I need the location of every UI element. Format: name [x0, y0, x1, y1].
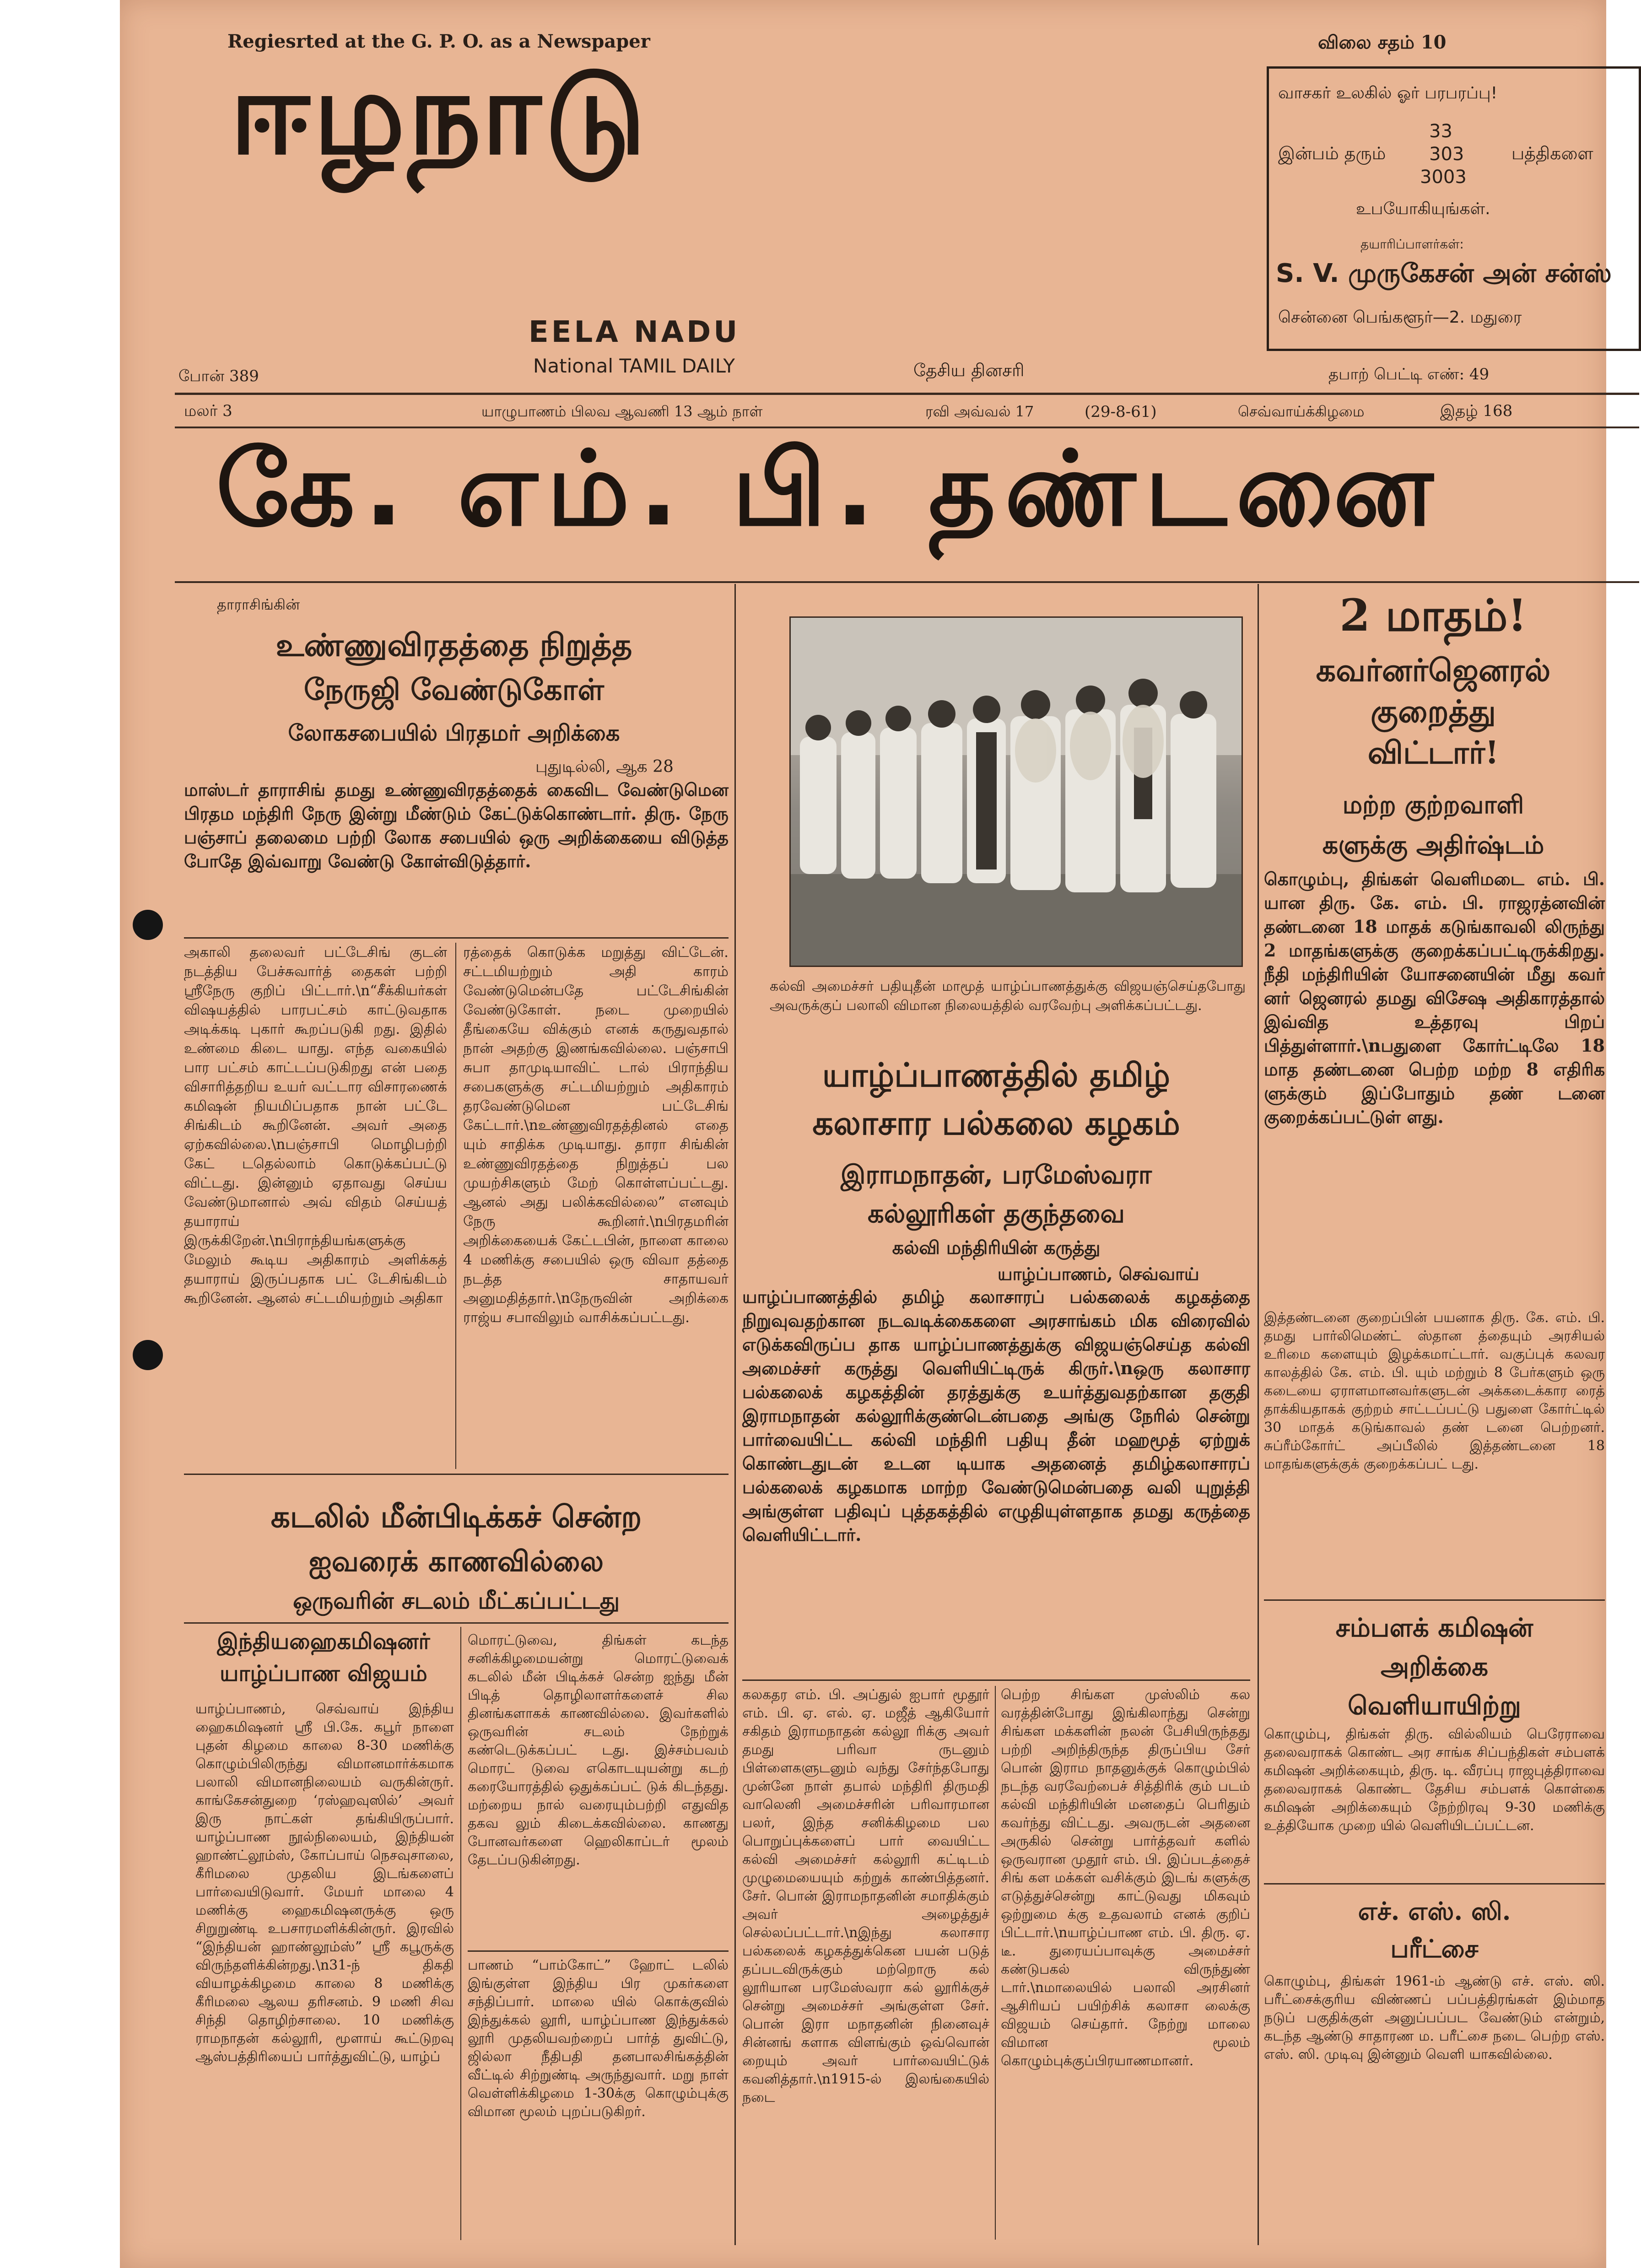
- article-body: ரத்தைக் கொடுக்க மறுத்து விட்டேன். சட்டமியற்றும் அதி காரம் வேண்டுமென்பதே பட்டேசிங்கின் வேண்டுகோள். நடை முறையில் தீங்கையே விக்கும் எனக் கருதுவதால் நான் அதற்கு இணங்கவில்லை. பஞ்சாபி சுபா தாமுடியாவிட் டால் பிராந்திய சபைகளுக்கு சட்டமியற்றும் அதிகாரம் தரவேண்டுமென பட்டேசிங் கேட்டார்.\nஉண்ணுவிரதத்தினல் எதை யும் சாதிக்க முடியாது. தாரா சிங்கின் உண்ணுவிரதத்தை நிறுத்தப் பல முயற்சிகளும் மேற் கொள்ளப்பட்டது. ஆனல் அது பலிக்கவில்லை” எனவும் நேரு கூறினர்.\nபிரதமரின் அறிக்கையைக் கேட்டபின், நாளை காலை 4 மணிக்கு சபையில் ஒரு விவா தத்தை நடத்த சாதாயவர் அனுமதித்தார்.\nநேருவின் அறிக்கை ராஜ்ய சபாவிலும் வாசிக்கப்பட்டது.: [463, 944, 733, 1326]
- article-body: கொழும்பு, திங்கள் திரு. வில்லியம் பெரேராவை தலைவராகக் கொண்ட அர சாங்க சிப்பந்திகள் சம்பளக் கமிஷன் அறிக்கையும், திரு. டி. வீரப்பு ராஜபுத்திராவை தலைவராகக் கொண்ட தேசிய சம்பளக் கொள்கை கமிஷன் அறிக்கையும் நேற்றிரவு 9-30 மணிக்கு உத்தியோக முறை யில் வெளியிடப்பட்டன.: [1264, 1726, 1609, 1834]
- article-body: இத்தண்டனை குறைப்பின் பயனாக திரு. கே. எம். பி. தமது பார்லிமெண்ட் ஸ்தான த்தையும் அரசியல் உரிமை களையும் இழக்கமாட்டார். வகுப்புக் கலவர காலத்தில் கே. எம். பி. யும் மற்றும் 8 பேர்களும் ஒரு கடையை ஏராளமானவர்களுடன் அக்கடைக்கார ரைத் தாக்கியதாகக் குற்றம் சாட்டப்பட்டு பதுளை கோர்ட்டில் 30 மாதக் கடுங்காவல் தண் டனை பெற்றனர். சுப்ரீம்கோர்ட் அப்பீலில் இத்தண்டனை 18 மாதங்களுக்குக் குறைக்கப்பட் டது.: [1264, 1310, 1609, 1472]
- column-rule: [1258, 584, 1259, 2245]
- dateline: புதுடில்லி, ஆக 28: [535, 757, 674, 776]
- subheadline: மற்ற குற்றவாளி: [1342, 790, 1524, 819]
- headline: அறிக்கை: [1380, 1652, 1489, 1682]
- newspaper-page: [120, 0, 1612, 2268]
- article-body: பெற்ற சிங்கள முஸ்லிம் கல வரத்தின்போது இங்கிலாந்து சென்று சிங்கள மக்களின் நலன் பேசியிருந்தது பற்றி அறிந்திருந்த திருப்பிய சேர் பொன் இராம நாதனுக்குக் கொழும்பில் நடந்த வரவேற்பைச் சித்திரிக் கும் படம் கல்வி மந்திரியின் மனதைப் பெரிதும் கவர்ந்து விட்டது. அவருடன் அதனை அருகில் சென்று பார்த்தவர் களில் ஒருவரான முதூர் எம். பி. இப்படத்தைச் சிங் கள மக்கள் வசிக்கும் இடங் களுக்கு எடுத்துச்சென்று காட்டுவது மிகவும் ஒற்றுமை க்கு உதவலாம் எனக் குறிப் பிட்டார்.\nயாழ்ப்பாண எம். பி. திரு. ஏ. டீ. துரையப்பாவுக்கு அமைச்சர் கண்டுபகல் விருந்துண் டார்.\nமாலையில் பலாலி அரசினர் ஆசிரியப் பயிற்சிக் கலாசா லைக்கு விஜயம் செய்தார். நேற்று மாலை விமான மூலம் கொழும்புக்குப்பிரயாணமானர்.: [1001, 1687, 1255, 2069]
- divider: [468, 1950, 729, 1952]
- masthead-english: EELA NADU: [529, 315, 740, 349]
- article-body: மொரட்டுவை, திங்கள் கடந்த சனிக்கிழமையன்று மொரட்டுவைக் கடலில் மீன் பிடிக்கச் சென்ற ஐந்து மீன் பிடித் தொழிலாளர்களைச் சில தினங்களாகக் காணவில்லை. இவர்களில் ஒருவரின் சடலம் நேற்றுக் கண்டெடுக்கப்பட் டது. இச்சம்பவம் மொரட் டுவை எகொடயுயன்று கடற் கரையோரத்தில் ஒதுக்கப்பட் டுக் கிடந்தது. மற்றைய நால் வரையும்பற்றி எதுவித தகவ லும் கிடைக்கவில்லை. காணது போனவர்களை ஹெலிகாப்டர் மூலம் தேடப்படுகின்றது.: [468, 1632, 733, 1868]
- issue-number: இதழ் 168: [1440, 402, 1513, 420]
- headline: நேருஜி வேண்டுகோள்: [304, 673, 604, 707]
- dateline-day: செவ்வாய்க்கிழமை: [1238, 403, 1365, 420]
- article-lead: கொழும்பு, திங்கள் வெளிமடை எம். பி. யான திரு. கே. எம். பி. ராஜரத்னவின் தண்டனை 18 மாதக் கடுங்காவலி லிருந்து 2 மாதங்களுக்கு குறைக்கப்பட்டிருக்கிறது. நீதி மந்திரியின் யோசனையின் மீது கவர் னர் ஜெனரல் தமது விசேஷ அதிகாரத்தால் இவ்வித உத்தரவு பிறப் பித்துள்ளார்.\nபதுளை கோர்ட்டிலே 18 மாத தண்டனை பெற்ற மற்ற 8 எதிரிக ளுக்கும் இப்போதும் தண் டனை குறைக்கப்பட்டுள் ளது.: [1264, 869, 1611, 1127]
- headline: எச். எஸ். ஸி.: [1358, 1896, 1511, 1926]
- divider: [175, 581, 1639, 583]
- divider: [1264, 1599, 1605, 1601]
- headline: வெளியாயிற்று: [1348, 1690, 1521, 1721]
- dateline: யாழ்ப்பாணம், செவ்வாய்: [998, 1264, 1199, 1284]
- kicker: தாராசிங்கின்: [217, 596, 300, 613]
- advertisement: வாசகர் உலகில் ஓர் பரபரப்பு! இன்பம் தரும் 33 303 3003 பத்திகளை உபயோகியுங்கள். தயாரிப்பாளர்கள்: S. V. முருகேசன் அன் சன்ஸ் சென்னை பெங்களூர்—2. மதுரை: [1267, 66, 1641, 351]
- headline: 2 மாதம்!: [1339, 589, 1527, 641]
- column-rule: [995, 1686, 996, 2240]
- news-photo: [789, 616, 1243, 967]
- masthead-title: ஈழநாடு: [230, 47, 649, 180]
- banner-headline: கே. எம். பி. தண்டனை: [216, 429, 1442, 549]
- headline: பரீட்சை: [1390, 1934, 1479, 1963]
- headline: கலாசார பல்கலை கழகம்: [812, 1103, 1180, 1142]
- column-rule: [734, 584, 736, 2245]
- masthead-subtitle: National TAMIL DAILY: [533, 355, 735, 377]
- headline: இந்தியஹைகமிஷனர்: [217, 1629, 430, 1654]
- volume: மலர் 3: [184, 402, 232, 420]
- headline: யாழ்ப்பாண விஜயம்: [220, 1661, 427, 1686]
- article-body: பாணம் “பாம்கோட்” ஹோட் டலில் இங்குள்ள இந்திய பிர முகர்களை சந்திப்பார். மாலை யில் கொக்குவில் இந்துக்கல் லூரி, யாழ்ப்பாண இந்துக்கல் லூரி முதலியவற்றைப் பார்த் துவிட்டு, ஜில்லா நீதிபதி தனபாலசிங்கத்தின் வீட்டில் சிற்றுண்டி அருந்துவார். மறு நாள் வெள்ளிக்கிழமை 1-30க்கு கொழும்புக்கு விமான மூலம் புறப்படுகிறர்.: [468, 1957, 733, 2120]
- dateline-ravi: ரவி அவ்வல் 17: [925, 403, 1034, 420]
- divider: [184, 1474, 729, 1475]
- column-rule: [460, 1627, 461, 2240]
- subheadline: கல்வி மந்திரியின் கருத்து: [892, 1237, 1101, 1258]
- headline: குறைத்து: [1371, 693, 1496, 730]
- headline: கவர்னர்ஜெனரல்: [1316, 652, 1551, 689]
- article-body: கலகதர எம். பி. அப்துல் ஐபார் மூதூர் எம். பி. ஏ. எல். ஏ. மஜீத் ஆகியோர் சகிதம் இராமநாதன் கல்லூ ரிக்கு அவர் தமது பரிவா ருடனும் பிள்ளைகளுடனும் வந்து சேர்ந்தபோது முன்னே நாள் தபால் மந்திரி திருமதி வாலெனி அமைச்சரின் பரிவாரமான பலர், இந்த சனிக்கிழமை பல பொறுப்புக்களைப் பார் வையிட்ட கல்வி அமைச்சர் கல்லூரி கட்டிடம் முழுமையையும் கற்றுக் காண்பித்தனர். சேர். பொன் இராமநாதனின் சமாதிக்கும் அவர் அழைத்துச் செல்லப்பட்டார்.\nஇந்து கலாசார பல்கலைக் கழகத்துக்கென பயன் படுத் தப்படவிருக்கும் மற்றொரு கல் லூரியான பரமேஸ்வரா கல் லூரிக்குச் சென்று அமைச்சர் அங்குள்ள சேர். பொன் இரா மநாதனின் நினைவுச் சின்னங் களாக விளங்கும் ஒவ்வொன் றையும் அவர் பார்வையிட்டுக் கவனித்தார்.\n1915-ல் இலங்கையில் நடை: [742, 1687, 994, 2106]
- headline: உண்ணுவிரதத்தை நிறுத்த: [275, 627, 632, 664]
- pobox: தபாற் பெட்டி எண்: 49: [1328, 365, 1490, 383]
- punch-hole: [133, 910, 163, 940]
- article-lead: மாஸ்டர் தாராசிங் தமது உண்ணுவிரதத்தைக் கைவிட வேண்டுமென பிரதம மந்திரி நேரு இன்று மீண்டும் கேட்டுக்கொண்டார். திரு. நேரு பஞ்சாப் தலைமை பற்றி லோக சபையில் ஒரு அறிக்கையை விடுத்த போதே இவ்வாறு வேண்டு கோள்விடுத்தார்.: [184, 779, 735, 871]
- headline: விட்டார்!: [1367, 734, 1499, 771]
- dateline-place: யாழுபாணம் பிலவ ஆவணி 13 ஆம் நாள்: [481, 403, 763, 420]
- headline: சம்பளக் கமிஷன்: [1335, 1613, 1533, 1643]
- price: விலை சதம் 10: [1318, 32, 1447, 53]
- registration-line: Regiesrted at the G. P. O. as a Newspaper: [227, 31, 650, 52]
- divider: [1264, 1883, 1605, 1885]
- subheadline: கல்லூரிகள் தகுந்தவை: [868, 1199, 1125, 1229]
- headline: கடலில் மீன்பிடிக்கச் சென்ற: [270, 1499, 642, 1534]
- photo-caption: கல்வி அமைச்சர் பதியுதீன் மாமூத் யாழ்ப்பாணத்துக்கு விஜயஞ்செய்தபோது அவருக்குப் பலாலி விமான நிலையத்தில் வரவேற்பு அளிக்கப்பட்டது.: [770, 978, 1250, 1014]
- divider: [184, 937, 729, 939]
- headline: ஐவரைக் காணவில்லை: [308, 1544, 604, 1578]
- subheadline: இராமநாதன், பரமேஸ்வரா: [840, 1160, 1152, 1190]
- article-body: அகாலி தலைவர் பட்டேசிங் குடன் நடத்திய பேச்சுவார்த் தைகள் பற்றி ஸ்ரீநேரு குறிப் பிட்டார்.\n“சீக்கியர்கள் விஷயத்தில் பாரபட்சம் காட்டுவதாக அடிக்கடி புகார் கூறப்படுகி றது. இதில் உண்மை கிடை யாது. எந்த வகையில் பார பட்சம் காட்டப்படுகிறது என் பதை விசாரித்தறிய உயர் வட்டார விசாரணைக் கமிஷன் நியமிப்பதாக நான் பட்டே சிங்கிடம் கூறினேன். அவர் அதை ஏற்கவில்லை.\nபஞ்சாபி மொழிபற்றி கேட் டதெல்லாம் கொடுக்கப்பட்டு விட்டது. இன்னும் ஏதாவது செய்ய வேண்டுமானால் அவ் விதம் செய்யத் தயாராய் இருக்கிறேன்.\nபிராந்தியங்களுக்கு மேலும் கூடிய அதிகாரம் அளிக்கத் தயாராய் இருப்பதாக பட் டேசிங்கிடம் கூறினேன். ஆனல் சட்டமியற்றும் அதிகா: [184, 944, 452, 1307]
- article-body: யாழ்ப்பாணம், செவ்வாய் இந்திய ஹைகமிஷனர் ஸ்ரீ பி.கே. கபூர் நாளை புதன் கிழமை காலை 8-30 மணிக்கு கொழும்பிலிருந்து விமானமார்க்கமாக பலாலி விமானநிலையம் வருகின்ருர். காங்கேசன்துறை ‘ரஸ்ஹவுஸில்’ அவர் இரு நாட்கள் தங்கியிருப்பார். யாழ்ப்பாண நூல்நிலையம், இந்தியன் ஹாண்ட்லூம்ஸ், கோப்பாய் நெசவுசாலை, கீரிமலை முதலிய இடங்களைப் பார்வையிடுவார். மேயர் மாலை 4 மணிக்கு ஹைகமிஷனருக்கு ஒரு சிறுறுண்டி உபசாரமளிக்கின்ருர். இரவில் “இந்தியன் ஹாண்லூம்ஸ்” ஸ்ரீ கபூருக்கு விருந்தளிக்கின்றது.\n31-ந் திகதி வியாழக்கிழமை காலை 8 மணிக்கு கீரிமலை ஆலய தரிசனம். 9 மணி சிவ சிந்தி தொழிற்சாலை. 10 மணிக்கு ராமநாதன் கல்லூரி, மூளாய் கூட்டுறவு ஆஸ்பத்திரியைப் பார்த்துவிட்டு, யாழ்ப்: [195, 1701, 459, 2065]
- headline: யாழ்ப்பாணத்தில் தமிழ்: [822, 1055, 1171, 1094]
- dateline-date: (29-8-61): [1085, 403, 1157, 421]
- column-rule: [455, 943, 456, 1469]
- article-lead: யாழ்ப்பாணத்தில் தமிழ் கலாசாரப் பல்கலைக் கழகத்தை நிறுவுவதற்கான நடவடிக்கைகளை அரசாங்கம் மிக விரைவில் எடுக்கவிருப்ப தாக யாழ்ப்பாணத்துக்கு விஜயஞ்செய்த கல்வி அமைச்சர் கருத்து வெளியிட்டிருக் கிருர்.\nஒரு கலாசார பல்கலைக் கழகத்தின் தரத்துக்கு உயர்த்துவதற்கான தகுதி இராமநாதன் கல்லூரிக்குண்டென்பதை அங்கு நேரில் சென்று பார்வையிட்ட கல்வி மந்திரி பதியு தீன் மஹமூத் ஏற்றுக் கொண்டதுடன் உடன டியாக அதனைத் தமிழ்கலாசாரப் பல்கலைக் கழகமாக மாற்ற வேண்டுமென்பதை வலி யுறுத்தி அங்குள்ள பதிவுப் புத்தகத்தில் எழுதியுள்ளதாக தமது கருத்தை வெளியிட்டார்.: [742, 1286, 1257, 1545]
- subheadline: லோகசபையில் பிரதமர் அறிக்கை: [288, 720, 620, 746]
- masthead-subtitle-tamil: தேசிய தினசரி: [913, 360, 1025, 380]
- article-body: கொழும்பு, திங்கள் 1961-ம் ஆண்டு எச். எஸ். ஸி. பரீட்சைக்குரிய விண்ணப் பப்பத்திரங்கள் இம்மாத நடுப் பகுதிக்குள் அனுப்பப்பட வேண்டும் என்றும், கடந்த ஆண்டு சாதாரண ம. பரீட்சை நடை பெற்ற எஸ். எஸ். ஸி. முடிவு இன்னும் வெளி யாகவில்லை.: [1264, 1973, 1609, 2063]
- divider: [175, 427, 1639, 428]
- divider: [742, 1679, 1250, 1681]
- subheadline: ஒருவரின் சடலம் மீட்கப்பட்டது: [292, 1587, 620, 1614]
- divider: [184, 1622, 729, 1624]
- phone: போன் 389: [178, 367, 259, 385]
- divider: [175, 393, 1639, 395]
- punch-hole: [133, 1340, 163, 1370]
- subheadline: களுக்கு அதிர்ஷ்டம்: [1322, 830, 1544, 859]
